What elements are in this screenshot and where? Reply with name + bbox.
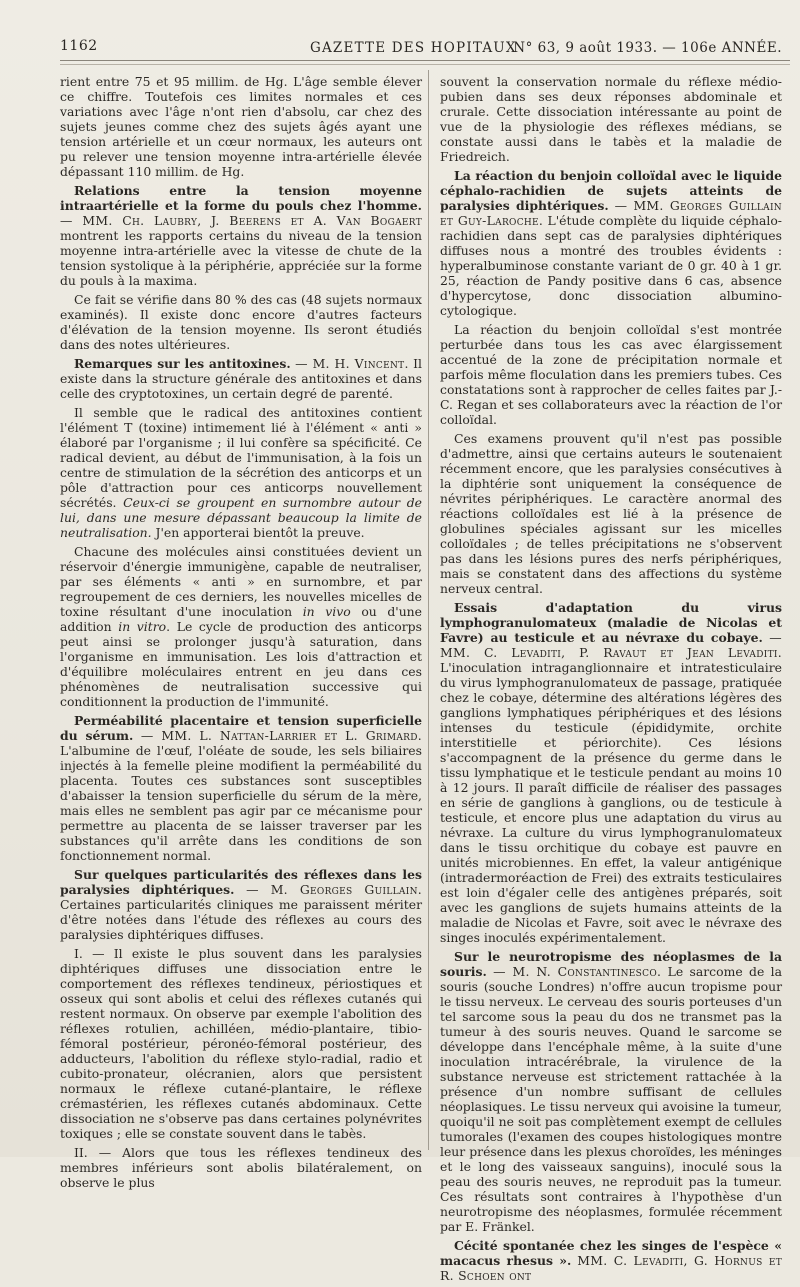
paragraph: La réaction du benjoin colloïdal s'est montrée perturbée dans tous les cas avec élargissement accentué de la zone de précipitation normale et parfois même floculation dans les premiers tubes. Ces constatations sont à rapprocher de celles faites par J.-C. Regan et ses collaborateurs avec la réaction de l'or colloïdal. <box>440 322 782 427</box>
column-separator <box>428 70 429 1150</box>
section-title: Sur quelques particularités des réflexes dans les paralysies diphtériques. <box>60 867 422 897</box>
section-title: Cécité spontanée chez les singes de l'espèce « macacus rhesus ». <box>440 1238 782 1268</box>
paragraph: Perméabilité placentaire et tension superficielle du sérum. — MM. L. Nattan-Larrier et L. Grimard. L'albumine de l'œuf, l'oléate de soude, les sels biliaires injectés à la femelle pleine modifient la perméabilité du placenta. Toutes ces substances sont susceptibles d'abaisser la tension superficielle du sérum de la mère, mais elles ne semblent pas agir par ce mécanisme pour permettre au placenta de se laisser traverser par les substances qu'il arrête dans les conditions de son fonctionnement normal. <box>60 713 422 863</box>
page-header <box>60 32 782 60</box>
authors: — M. H. Vincent. <box>295 356 409 371</box>
section-title: Relations entre la tension moyenne intraartérielle et la forme du pouls chez l'homme. <box>60 183 422 213</box>
paragraph: Essais d'adaptation du virus lymphogranulomateux (maladie de Nicolas et Favre) au testicule et au névraxe du cobaye. — MM. C. Levaditi, P. Ravaut et Jean Levaditi. L'inoculation intraganglionnaire et intratesticulaire du virus lymphogranulomateux de passage, pratiquée chez le cobaye, détermine des altérations légères des ganglions lymphatiques périphériques et des lésions intenses du testicule (épididymite, orchite interstitielle et périorchite). Ces lésions s'accompagnent de la présence du germe dans le tissu lymphatique et le testicule pendant au moins 10 à 12 jours. Il paraît difficile de réaliser des passages en série de ganglions à ganglions, ou de testicule à testicule, et encore plus une adaptation du virus au névraxe. La culture du virus lymphogranulomateux dans le tissu orchitique du cobaye est pauvre en unités microbiennes. En effet, la valeur antigénique (intradermoréaction de Frei) des extraits testiculaires est loin d'égaler celle des antigènes préparés, soit avec les ganglions de sujets humains atteints de la maladie de Nicolas et Favre, soit avec le névraxe des singes inoculés expérimentalement. <box>440 600 782 945</box>
header-rule-secondary <box>60 64 790 65</box>
paragraph: La réaction du benjoin colloïdal avec le liquide céphalo-rachidien de sujets atteints de paralysies diphtériques. — MM. Georges Guillain et Guy-Laroche. L'étude complète du liquide céphalo-rachidien dans sept cas de paralysies diphtériques diffuses nous a montré des troubles évidents : hyperalbuminose constante variant de 0 gr. 40 à 1 gr. 25, réaction de Pandy positive dans 6 cas, absence d'hypercytose, donc dissociation albumino-cytologique. <box>440 168 782 318</box>
authors: MM. C. Levaditi, G. Hornus et R. Schoen ont <box>440 1253 782 1283</box>
paragraph <box>440 1238 782 1283</box>
paragraph: Relations entre la tension moyenne intraartérielle et la forme du pouls chez l'homme. — MM. Ch. Laubry, J. Beerens et A. Van Bogaert montrent les rapports certains du niveau de la tension moyenne intra-artérielle avec la vitesse de chute de la tension systolique à la périphérie, appréciée sur la forme du pouls à la maxima. <box>60 183 422 288</box>
section-title: Essais d'adaptation du virus lymphogranulomateux (maladie de Nicolas et Favre) au testicule et au névraxe du cobaye. <box>440 600 782 645</box>
authors: — M. N. Constantinesco. <box>493 964 662 979</box>
paragraph: Remarques sur les antitoxines. — M. H. Vincent. Il existe dans la structure générale des antitoxines et dans celle des cryptotoxines, un certain degré de parenté. <box>60 356 422 401</box>
paragraph: Sur le neurotropisme des néoplasmes de la souris. — M. N. Constantinesco. Le sarcome de la souris (souche Londres) n'offre aucun tropisme pour le tissu nerveux. Le cerveau des souris porteuses d'un tel sarcome sous la peau du dos ne transmet pas la tumeur à des souris neuves. Quand le sarcome se développe dans l'encéphale même, à la suite d'une inoculation intracérébrale, la virulence de la substance nerveuse est strictement rattachée à la présence d'un nombre suffisant de cellules néoplasiques. Le tissu nerveux qui avoisine la tumeur, quoiqu'il ne soit pas complètement exempt de cellules tumorales (l'examen des coupes histologiques montre leur présence dans les plexus choroïdes, les méninges et le long des vaisseaux sanguins), inoculé sous la peau des souris neuves, ne reproduit pas la tumeur. Ces résultats sont contraires à l'hypothèse d'un neurotropisme des néoplasmes, formulée récemment par E. Fränkel. <box>440 949 782 1234</box>
paragraph: Ce fait se vérifie dans 80 % des cas (48 sujets normaux examinés). Il existe donc encore d'autres facteurs d'élévation de la tension moyenne. Ils seront étudiés dans des notes ultérieures. <box>60 292 422 352</box>
paragraph: Ces examens prouvent qu'il n'est pas possible d'admettre, ainsi que certains auteurs le soutenaient récemment encore, que les paralysies consécutives à la diphtérie sont uniquement la conséquence de névrites périphériques. Le caractère anormal des réactions colloïdales est lié à la présence de globulines spéciales agissant sur les micelles colloïdales ; de telles précipitations ne s'observent pas dans les lésions pures des nerfs périphériques, mais se constatent dans des affections du système nerveux central. <box>440 431 782 596</box>
right-column <box>440 74 782 1287</box>
section-title: Sur le neurotropisme des néoplasmes de la souris. <box>440 949 782 979</box>
authors: — MM. Georges Guillain et Guy-Laroche. <box>440 198 782 228</box>
paragraph: I. — Il existe le plus souvent dans les paralysies diphtériques diffuses une dissociation entre le comportement des réflexes tendineux, périostiques et osseux qui sont abolis et celui des réflexes cutanés qui restent normaux. On observe par exemple l'abolition des réflexes rotulien, achilléen, médio-plantaire, tibio-fémoral postérieur, péronéo-fémoral postérieur, des adducteurs, l'abolition du réflexe stylo-radial, radio et cubito-pronateur, olécranien, alors que persistent normaux le réflexe cutané-plantaire, le réflexe crémastérien, les réflexes cutanés abdominaux. Cette dissociation ne s'observe pas dans certaines polynévrites toxiques ; elle se constate souvent dans le tabès. <box>60 946 422 1141</box>
issue-info: N° 63, 9 août 1933. — 106e ANNÉE. <box>513 40 782 56</box>
page-number: 1162 <box>60 38 98 54</box>
journal-title: GAZETTE DES HOPITAUX <box>310 40 517 56</box>
paragraph: Sur quelques particularités des réflexes dans les paralysies diphtériques. — M. Georges Guillain. Certaines particularités cliniques me paraissent mériter d'être notées dans l'étude des réflexes au cours des paralysies diphtériques diffuses. <box>60 867 422 942</box>
authors: — MM. Ch. Laubry, J. Beerens et A. Van Bogaert <box>60 213 422 228</box>
authors: — M. Georges Guillain. <box>246 882 422 897</box>
section-title: Perméabilité placentaire et tension superficielle du sérum. <box>60 713 422 743</box>
paragraph: rient entre 75 et 95 millim. de Hg. L'âge semble élever ce chiffre. Toutefois ces limites normales et ces variations avec l'âge n'ont rien d'absolu, car chez des sujets jeunes comme chez des sujets âgés ayant une tension artérielle et un cœur normaux, les auteurs ont pu relever une tension moyenne intra-artérielle élevée dépassant 110 millim. de Hg. <box>60 74 422 179</box>
header-rule <box>60 60 790 61</box>
paragraph: souvent la conservation normale du réflexe médio-pubien dans ses deux réponses abdominale et crurale. Cette dissociation intéressante au point de vue de la physiologie des réflexes médians, se constate aussi dans le tabès et la maladie de Friedreich. <box>440 74 782 164</box>
section-title: La réaction du benjoin colloïdal avec le liquide céphalo-rachidien de sujets atteints de paralysies diphtériques. <box>440 168 782 213</box>
authors: — MM. L. Nattan-Larrier et L. Grimard. <box>140 728 422 743</box>
section-title: Remarques sur les antitoxines. <box>74 356 291 371</box>
paragraph: Chacune des molécules ainsi constituées devient un réservoir d'énergie immunigène, capable de neutraliser, par ses éléments « anti » en surnombre, et par regroupement de ces derniers, les nouvelles micelles de toxine résultant d'une inoculation in vivo ou d'une addition in vitro. Le cycle de production des anticorps peut ainsi se prolonger jusqu'à saturation, dans l'organisme en immunisation. Les lois d'attraction et d'équilibre moléculaires entrent en jeu dans ces phénomènes de neutralisation successive qui conditionnent la production de l'immunité. <box>60 544 422 709</box>
authors: — MM. C. Levaditi, P. Ravaut et Jean Levaditi. <box>440 630 782 660</box>
paragraph: Il semble que le radical des antitoxines contient l'élément T (toxine) intimement lié à l'élément « anti » élaboré par l'organisme ; il lui confère sa spécificité. Ce radical devient, au début de l'immunisation, à la fois un centre de stimulation de la sécrétion des anticorps et un pôle d'attraction pour ces anticorps nouvellement sécrétés. Ceux-ci se groupent en surnombre autour de lui, dans une mesure dépassant beaucoup la limite de neutralisation. J'en apporterai bientôt la preuve. <box>60 405 422 540</box>
left-column <box>60 74 422 1194</box>
paragraph: II. — Alors que tous les réflexes tendineux des membres inférieurs sont abolis bilatéralement, on observe le plus <box>60 1145 422 1190</box>
